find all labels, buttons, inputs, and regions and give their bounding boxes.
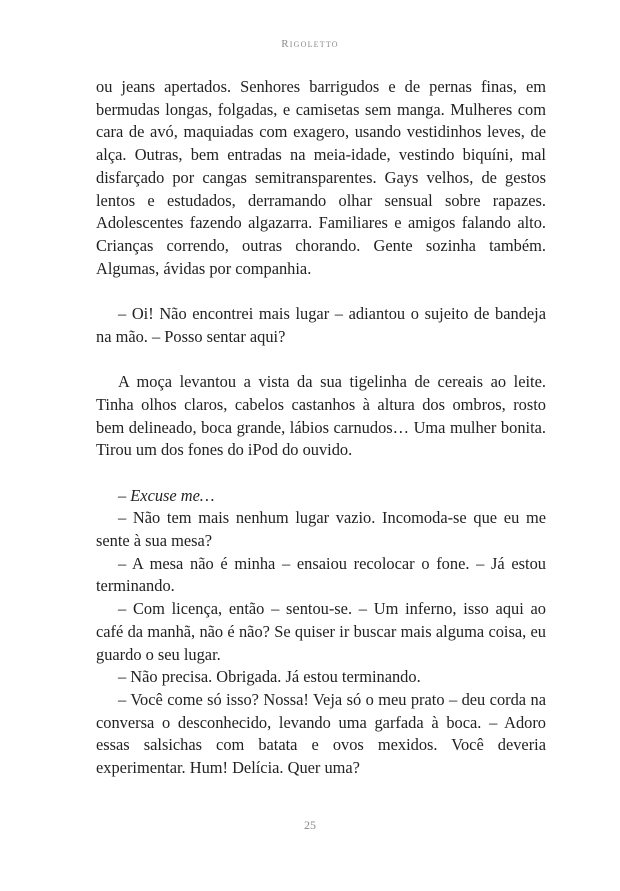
dialogue-line: – A mesa não é minha – ensaiou recolocar o fone. – Já estou terminando.	[96, 553, 546, 596]
paragraph-crowd: ou jeans apertados. Senhores barrigudos e de pernas finas, em bermudas longas, folgadas, e camisetas sem manga. Mulheres com cara de avó, maquiadas com exagero, usando vestidinhos leves, de alça. Outras, bem entradas na meia-idade, vestindo biquíni, mal disfarçado por cangas semitransparentes. Gays velhos, de gestos lentos e estudados, derramando olhar sensual sobre rapazes. Adolescentes fazendo algazarra. Familiares e amigos falando alto. Crianças correndo, outras chorando. Gente sozinha também. Algumas, ávidas por companhia.	[96, 77, 546, 278]
running-head: Rigoletto	[281, 38, 339, 50]
dialogue-line-excuse	[96, 485, 546, 508]
body-text	[96, 76, 546, 780]
dialogue-line: – Não precisa. Obrigada. Já estou terminando.	[118, 667, 421, 687]
paragraph-greeting: – Oi! Não encontrei mais lugar – adiantou o sujeito de bandeja na mão. – Posso sentar aqui?	[96, 304, 546, 346]
paragraph-woman: A moça levantou a vista da sua tigelinha de cereais ao leite. Tinha olhos claros, cabelos castanhos à altura dos ombros, rosto bem delineado, boca grande, lábios carnudos… Uma mulher bonita. Tirou um dos fones do iPod do ouvido.	[96, 372, 546, 460]
dialogue-line: – Com licença, então – sentou-se. – Um inferno, isso aqui ao café da manhã, não é não? Se quiser ir buscar mais alguma coisa, eu guardo o seu lugar.	[96, 599, 546, 664]
dialogue-line: – Não tem mais nenhum lugar vazio. Incomoda-se que eu me sente à sua mesa?	[96, 508, 546, 551]
page-number: 25	[304, 818, 316, 832]
dialogue-dash: –	[118, 485, 131, 505]
dialogue-line: – Você come só isso? Nossa! Veja só o meu prato – deu corda na conversa o desconhecido, levando uma garfada à boca. – Adoro essas salsichas com batata e ovos mexidos. Você deveria experimentar. Hum! Delícia. Quer uma?	[96, 689, 546, 778]
excuse-me-italic: Excuse me…	[130, 485, 215, 505]
